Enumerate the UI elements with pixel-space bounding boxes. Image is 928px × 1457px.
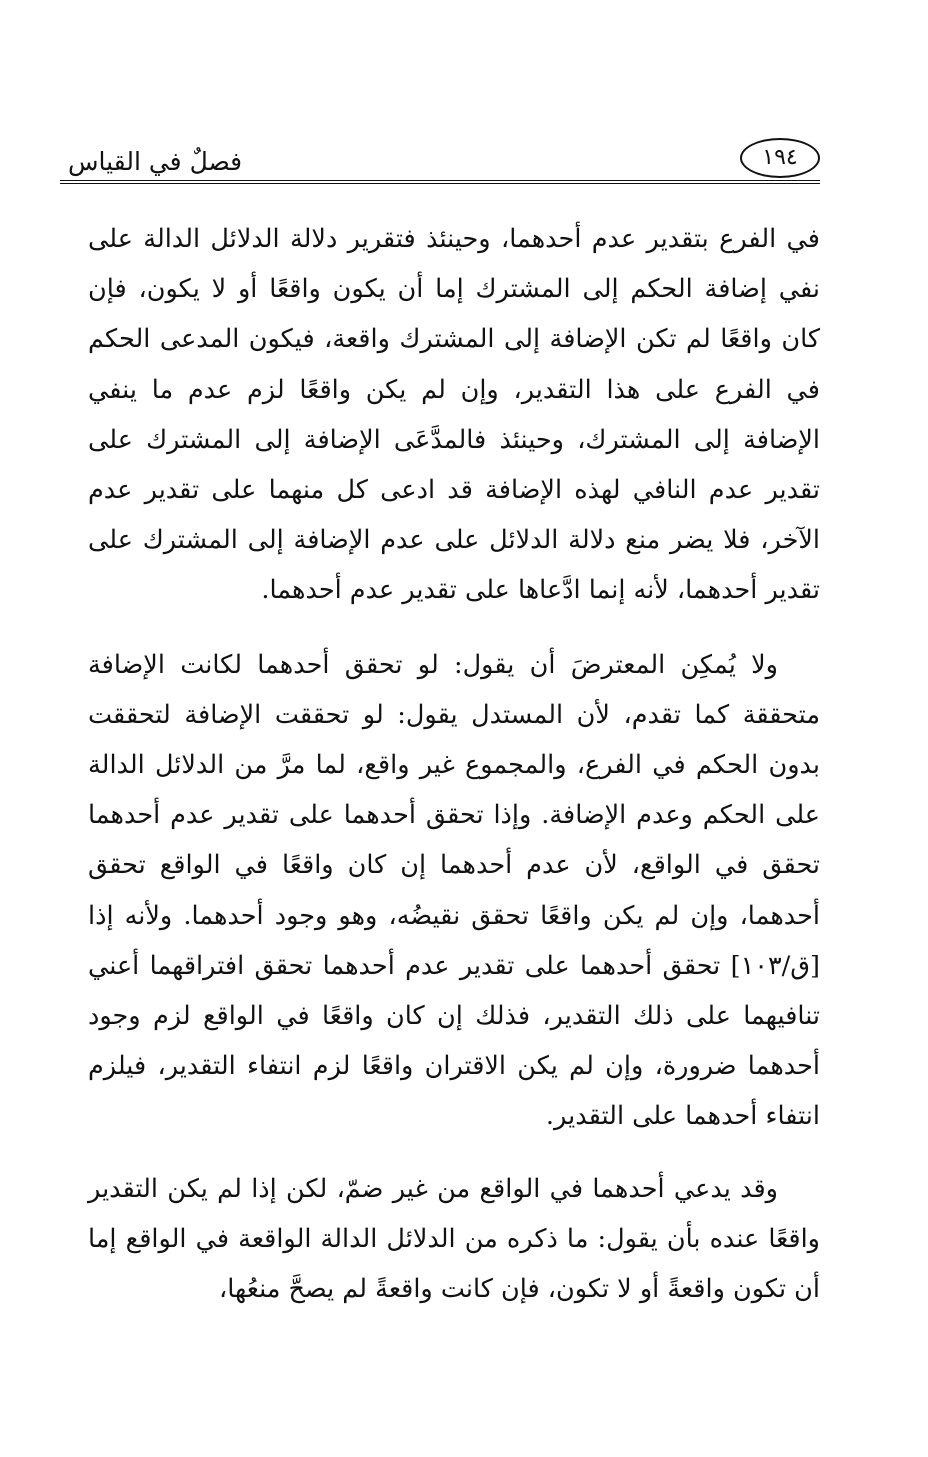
paragraph-3: وقد يدعي أحدهما في الواقع من غير ضمّ، لكن إذا لم يكن التقدير واقعًا عنده بأن يقول: ما ذكره من الدلائل الدالة الواقعة في الواقع إما أن تكون واقعةً أو لا تكون، فإن كانت واقعةً لم يصحَّ منعُها، [88, 1173, 820, 1305]
body-text [88, 214, 820, 1314]
page-header [60, 136, 820, 188]
paragraph-1: في الفرع بتقدير عدم أحدهما، وحينئذ فتقرير دلالة الدلائل الدالة على نفي إضافة الحكم إلى المشترك إما أن يكون واقعًا أو لا يكون، فإن كان واقعًا لم تكن الإضافة إلى المشترك واقعة، فيكون المدعى الحكم في الفرع على هذا التقدير، وإن لم يكن واقعًا لزم عدم ما ينفي الإضافة إلى المشترك، وحينئذ فالمدَّعَى الإضافة إلى المشترك على تقدير عدم النافي لهذه الإضافة قد ادعى كل منهما على تقدير عدم الآخر، فلا يضر منع دلالة الدلائل على عدم الإضافة إلى المشترك على تقدير أحدهما، لأنه إنما ادَّعاها على تقدير عدم أحدهما. [88, 224, 820, 606]
running-title: فصلٌ في القياس [68, 147, 243, 176]
page-number-badge: ١٩٤ [740, 138, 820, 178]
paragraph-2: ولا يُمكِن المعترضَ أن يقول: لو تحقق أحدهما لكانت الإضافة متحققة كما تقدم، لأن المستدل يقول: لو تحققت الإضافة لتحققت بدون الحكم في الفرع، والمجموع غير واقع، لما مرَّ من الدلائل الدالة على الحكم وعدم الإضافة. وإذا تحقق أحدهما على تقدير عدم أحدهما تحقق في الواقع، لأن عدم أحدهما إن كان واقعًا في الواقع تحقق أحدهما، وإن لم يكن واقعًا تحقق نقيضُه، وهو وجود أحدهما. ولأنه إذا [ق/١٠٣] تحقق أحدهما على تقدير عدم أحدهما تحقق افتراقهما أعني تنافيهما على ذلك التقدير، فذلك إن كان واقعًا في الواقع لزم وجود أحدهما ضرورة، وإن لم يكن الاقتران واقعًا لزم انتفاء التقدير، فيلزم انتفاء أحدهما على التقدير. [88, 649, 820, 1132]
header-divider [60, 180, 820, 184]
